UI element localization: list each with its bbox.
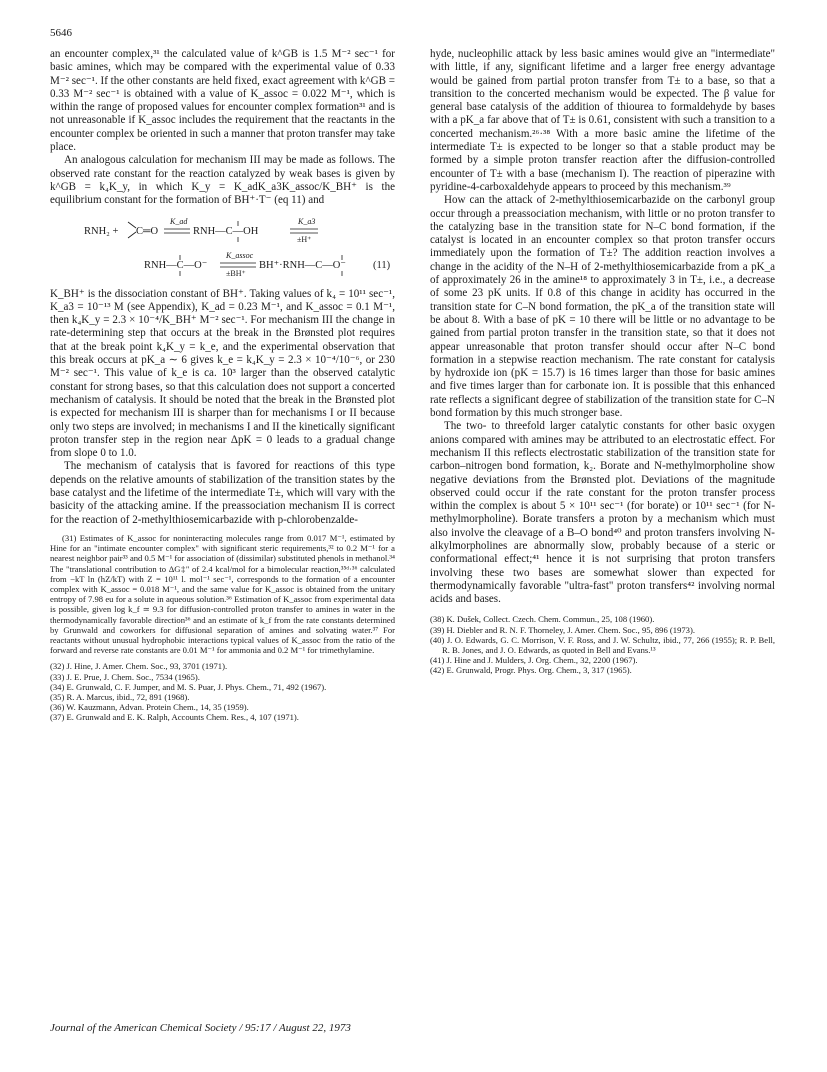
reference-item: (38) K. Dušek, Collect. Czech. Chem. Commun., 25, 108 (1960). xyxy=(430,614,655,625)
reference-item: (39) H. Diebler and R. N. F. Thorneley, J. Amer. Chem. Soc., 95, 896 (1973). xyxy=(430,624,695,635)
reference-item: (35) R. A. Marcus, ibid., 72, 891 (1968). xyxy=(50,691,190,702)
scheme-eq-number: (11) xyxy=(373,259,391,271)
scheme-bh-label: ±BH⁺ xyxy=(226,268,246,278)
left-column xyxy=(50,48,395,723)
reference-item: (42) E. Grunwald, Progr. Phys. Org. Chem., 3, 317 (1965). xyxy=(430,665,632,676)
body-paragraph: How can the attack of 2-methylthiosemicarbazide on the carbonyl group occur through a preassociation mechanism, with little or no proton transfer to the catalyzing base in the transition state for N–C bond formation, if the catalyst is located in an encounter complex so that proton transfer occurs immediately upon the formation of T±? The addition reaction involves a change in the acidity of the N–H of 2-methylthiosemicarbazide from a pK_a of approximately 26 in the amine¹⁸ to approximately 3 in T±, i.e., a decrease of some 23 pK units. If 0.8 of this change in acidity has occurred in the transition state for C–N bond formation, the pK_a of the transition state will be about 8. With a base of pK = 10 there will be little or no advantage to be gained from partial proton transfer in the transition state, so that it does not appear unreasonable that proton transfer should occur after N–C bond formation in a stepwise reaction mechanism. The rate constant for catalysis by hydroxide ion (pK = 15.7) is 16 times larger than those for basic amines and five times larger than for carbonate ion. It is possible that this enhanced rate reflects a significant degree of stabilization of the transition state for C–N bond formation by this much stronger base. xyxy=(430,194,775,420)
scheme-carbonyl: C═O xyxy=(136,225,159,237)
footnote-31 xyxy=(50,533,395,655)
body-paragraph: An analogous calculation for mechanism III may be made as follows. The observed rate constant for the reaction catalyzed by weak bases is given by k^GB = k₄K_y, in which K_y = K_adK_a3K_assoc/K_BH⁺ is the equilibrium constant for the formation of BH⁺·T⁻ (eq 11) and xyxy=(50,154,395,207)
reference-item: (36) W. Kauzmann, Advan. Protein Chem., 14, 35 (1959). xyxy=(50,702,249,713)
scheme-k-a3: K_a3 xyxy=(298,216,316,226)
footnote-text: (31) Estimates of K_assoc for noninteracting molecules range from 0.017 M⁻¹, estimated by Hine for an "intimate encounter complex" with significant steric requirements,³² to 0.2 M⁻¹ for a nearest neighbor pair³³ and 0.5 M⁻¹ for association of (dissimilar) substituted phenols in methanol.³⁴ The "translational contribution to ΔG‡" of 2.4 kcal/mol for a bimolecular reaction,³⁵ᵈ·³⁶ calculated from −kT ln (hZ/kT) with Z = 10¹¹ l. mol⁻¹ sec⁻¹, corresponds to the formation of a encounter complex with K_assoc = 0.018 M⁻¹, and the same value for K_assoc is obtained from the unitary entropy of 7.98 eu for a solute in aqueous solution.³⁶ Estimation of K_assoc from experimental data is possible, given log k_f ≃ 9.3 for diffusion-controlled proton transfer to amines in water in the thermodynamically favorable direction³⁶ and an estimate of k_f from the rate constants determined by Grunwald and coworkers for diffusional separation of amines and solvating water.³⁷ For reactants without unusual hydrophobic interactions typical values of K_assoc from the ratio of the forward and reverse rate constants are 0.01 M⁻¹ for ammonia and 0.2 M⁻¹ for trimethylamine. xyxy=(50,532,395,656)
scheme-h-label: ±H⁺ xyxy=(297,234,312,244)
reaction-scheme-graphic xyxy=(50,212,395,284)
scheme-line1-left: RNH₂ + xyxy=(84,225,119,237)
scheme-line2-right: BH⁺·RNH—C—O⁻ xyxy=(259,259,346,271)
body-paragraph: an encounter complex,³¹ the calculated value of k^GB is 1.5 M⁻² sec⁻¹ for basic amines, which may be compared with the experimental value of 0.33 M⁻² sec⁻¹. If the other constants are held fixed, exact agreement with k^GB = 0.33 M⁻² sec⁻¹ is obtained with a value of K_assoc = 0.022 M⁻¹, which is within the range of proposed values for encounter complex formation³¹ and is not unreasonable if K_assoc includes the requirement that the reactants in the encounter complex be oriented in such a manner that proton transfer may take place. xyxy=(50,48,395,154)
scheme-k-assoc: K_assoc xyxy=(226,250,254,260)
reference-item: (37) E. Grunwald and E. K. Ralph, Accounts Chem. Res., 4, 107 (1971). xyxy=(50,712,299,723)
scheme-adduct: RNH—C—OH xyxy=(193,225,259,237)
reference-item: (34) E. Grunwald, C. F. Jumper, and M. S. Puar, J. Phys. Chem., 71, 492 (1967). xyxy=(50,681,327,692)
reaction-scheme xyxy=(50,212,395,284)
body-paragraph: hyde, nucleophilic attack by less basic amines would give an "intermediate" with little, if any, significant lifetime and a larger free energy advantage would be gained from partial proton transfer from T± to a base, so that a transition to the concerted mechanism would be expected. The β value for general base catalysis of the addition of thiourea to formaldehyde by bases with a pK_a far above that of T± is 0.61, consistent with such a transition to a concerted mechanism.²⁶·³⁸ With a more basic amine the lifetime of the intermediate T± is expected to be longer so that a stable product may be formed by a simple proton transfer reaction after the diffusion-controlled encounter of T± with a base (mechanism I). The reaction of piperazine with pyridine-4-carboxaldehyde appears to proceed by this mechanism.³⁹ xyxy=(430,48,775,193)
reference-item: (40) J. O. Edwards, G. C. Morrison, V. F. Ross, and J. W. Schultz, ibid., 77, 266 (1955); R. P. Bell, R. B. Jones, and J. O. Edwards, as quoted in Bell and Evans.¹³ xyxy=(430,634,775,656)
journal-footer: Journal of the American Chemical Society / 95:17 / August 22, 1973 xyxy=(50,1022,351,1034)
page-number: 5646 xyxy=(50,27,72,39)
scheme-line2-left: RNH—C—O⁻ xyxy=(144,259,208,271)
body-paragraph: The mechanism of catalysis that is favored for reactions of this type depends on the relative amounts of stabilization of the transition states by the base catalyst and the lifetime of the intermediate T±, which will vary with the basicity of the attacking amine. If the preassociation mechanism II is correct for the reaction of 2-methylthiosemicarbazide with p-chlorobenzalde- xyxy=(50,460,395,526)
right-column xyxy=(430,48,775,676)
body-paragraph: The two- to threefold larger catalytic constants for other basic oxygen anions compared with amines may be attributed to an electrostatic effect. For mechanism II this reflects electrostatic stabilization of the transition state for carbon–nitrogen bond formation, k₂. Borate and N-methylmorpholine show negative deviations from the Brønsted plot. Deviations of the magnitude observed could occur if the rate constant for the proton transfer process within the complex is about 5 × 10¹¹ sec⁻¹ (for borate) or 10¹¹ sec⁻¹ (for N-methylmorpholine). Borate transfers a proton by a mechanism which must also involve the cleavage of a B–O bond⁴⁰ and proton transfers involving N-alkylmorpholines are abnormally slow, probably because of a steric or conformational effect;⁴¹ hence it is not surprising that proton transfers involving these two bases are somewhat slower than expected for thermodynamically favorable "ultra-fast" proton transfers⁴² involving normal acids and bases. xyxy=(430,420,775,606)
reference-item: (33) J. E. Prue, J. Chem. Soc., 7534 (1965). xyxy=(50,671,200,682)
reference-item: (32) J. Hine, J. Amer. Chem. Soc., 93, 3701 (1971). xyxy=(50,661,228,672)
scheme-k-ad: K_ad xyxy=(170,216,188,226)
reference-item: (41) J. Hine and J. Mulders, J. Org. Chem., 32, 2200 (1967). xyxy=(430,655,638,666)
body-paragraph: K_BH⁺ is the dissociation constant of BH⁺. Taking values of k₄ = 10¹¹ sec⁻¹, K_a3 = 10⁻¹³ M (see Appendix), K_ad = 0.23 M⁻¹, and K_assoc = 0.1 M⁻¹, then k₄K_y = 2.3 × 10⁻⁴/K_BH⁺ M⁻² sec⁻¹. For mechanism III the change in rate-determining step that occurs at the break in the Brønsted plot requires that at the break point k₄K_y = k_e, and the experimental observation that this break occurs at pK_a ∼ 6 gives k_e = k₄K_y = 2.3 × 10⁻⁴/10⁻⁶, or 230 M⁻² sec⁻¹. This value of k_e is ca. 10³ larger than the observed catalytic constant for strong bases, so that this calculation does not support a concerted mechanism of catalysis. It should be noted that the break in the Brønsted plot is expected for mechanism III is sharper than for mechanisms I or II because only two steps are involved; in mechanisms I and II the kinetically significant proton transfer step in the region near ΔpK = 0 leads to a gradual change from slope 0 to 1.0. xyxy=(50,287,395,460)
